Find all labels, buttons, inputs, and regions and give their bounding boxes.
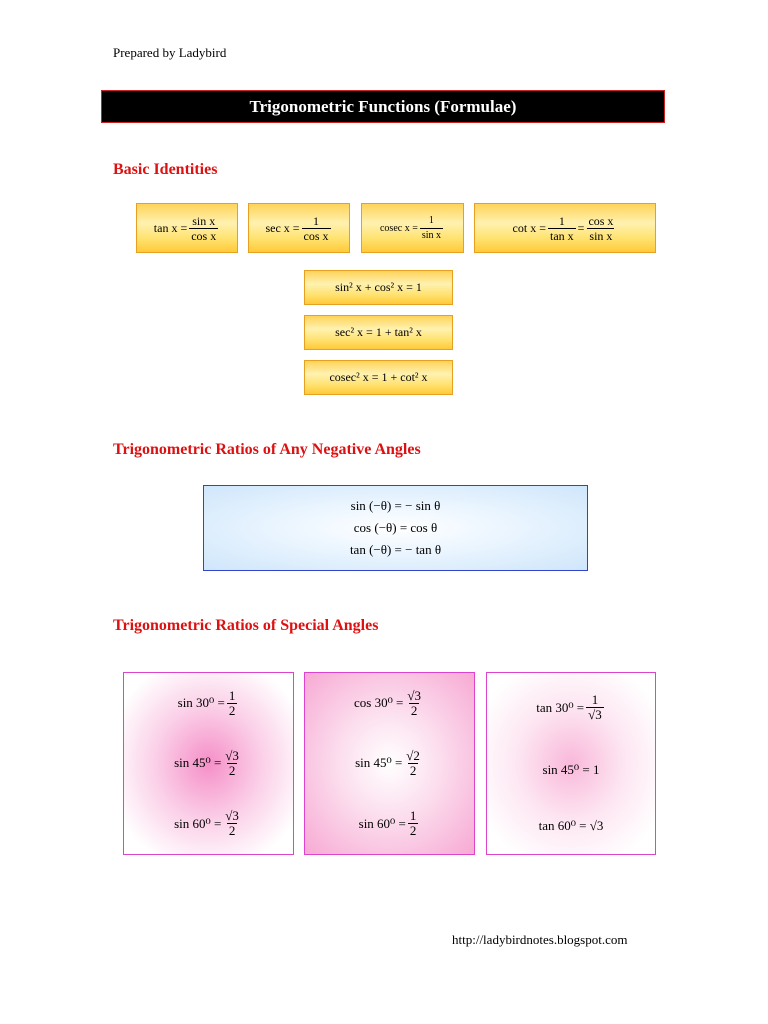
formula-sec xyxy=(248,203,350,253)
special-sin60 xyxy=(174,809,243,838)
formula-cot-equals: = xyxy=(577,220,585,235)
formula-cot-num2: cos x xyxy=(588,213,614,228)
page-title xyxy=(101,90,665,123)
negative-cos: cos (−θ) = cos θ xyxy=(353,520,438,535)
special-cos45-den: 2 xyxy=(409,762,417,778)
special-sin30-lhs: sin 30⁰ = xyxy=(177,695,225,711)
formula-sec-fraction xyxy=(302,214,331,243)
formula-cot-fraction-1 xyxy=(548,214,576,243)
special-sin60-num: √3 xyxy=(225,808,239,824)
formula-cot-den2: sin x xyxy=(589,228,613,243)
special-sin30 xyxy=(178,689,240,718)
special-cos45-lhs: sin 45⁰ = xyxy=(355,755,403,771)
special-cos45 xyxy=(355,749,424,778)
special-cos30-den: 2 xyxy=(410,702,418,718)
special-tan30 xyxy=(536,693,606,722)
formula-pythagorean-1-text: sin² x + cos² x = 1 xyxy=(335,280,422,294)
formula-cot xyxy=(474,203,656,253)
special-tan30-den: √3 xyxy=(588,707,602,722)
formula-pythagorean-2-text: sec² x = 1 + tan² x xyxy=(335,325,422,339)
formula-cot-num1: 1 xyxy=(558,213,565,228)
special-cos30-fraction xyxy=(405,689,423,718)
formula-pythagorean-3 xyxy=(304,360,453,395)
special-tan30-fraction xyxy=(586,693,604,722)
special-sin60-den: 2 xyxy=(228,823,236,839)
special-cos60-den: 2 xyxy=(409,823,417,839)
section-basic-identities: Basic Identities xyxy=(113,161,218,178)
special-cos-box xyxy=(304,672,475,855)
formula-cosec-lhs: cosec x = xyxy=(379,222,418,234)
section-negative-angles: Trigonometric Ratios of Any Negative Angles xyxy=(113,441,421,458)
page-title-text: Trigonometric Functions (Formulae) xyxy=(249,96,517,116)
formula-tan-lhs: tan x = xyxy=(153,220,188,235)
formula-cosec-den: sin x xyxy=(421,229,442,241)
formula-tan-num: sin x xyxy=(192,213,216,228)
formula-pythagorean-3-text: cosec² x = 1 + cot² x xyxy=(329,370,428,384)
special-tan-box xyxy=(486,672,656,855)
formula-cot-den1: tan x xyxy=(549,228,574,243)
special-sin60-fraction xyxy=(223,809,241,838)
special-sin45 xyxy=(174,749,243,778)
special-cos45-num: √2 xyxy=(406,747,420,763)
special-cos30-lhs: cos 30⁰ = xyxy=(353,695,404,711)
formula-tan xyxy=(136,203,238,253)
special-cos60-num: 1 xyxy=(409,808,417,824)
section-special-angles: Trigonometric Ratios of Special Angles xyxy=(113,617,379,634)
special-cos30 xyxy=(354,689,425,718)
special-tan30-num: 1 xyxy=(591,692,599,707)
formula-tan-fraction xyxy=(189,214,218,243)
negative-sin: sin (−θ) = − sin θ xyxy=(350,498,441,513)
formula-cosec xyxy=(361,203,464,253)
special-tan30-lhs: tan 30⁰ = xyxy=(536,699,585,715)
formula-sec-lhs: sec x = xyxy=(265,220,300,235)
negative-tan: tan (−θ) = − tan θ xyxy=(349,542,442,557)
formula-cot-lhs: cot x = xyxy=(512,220,546,235)
special-cos45-fraction xyxy=(404,749,422,778)
special-sin45-den: 2 xyxy=(228,762,236,778)
special-cos60 xyxy=(359,809,421,838)
special-tan45: sin 45⁰ = 1 xyxy=(542,762,600,777)
formula-pythagorean-2 xyxy=(304,315,453,350)
formula-sec-den: cos x xyxy=(303,228,329,243)
special-tan60: tan 60⁰ = √3 xyxy=(538,818,604,833)
special-sin30-num: 1 xyxy=(228,687,236,703)
special-cos60-fraction xyxy=(408,809,419,838)
special-sin30-den: 2 xyxy=(228,702,236,718)
formula-sec-num: 1 xyxy=(313,213,320,228)
special-sin45-fraction xyxy=(223,749,241,778)
special-sin30-fraction xyxy=(227,689,238,718)
formula-cosec-fraction xyxy=(420,214,443,243)
formula-pythagorean-1 xyxy=(304,270,453,305)
special-sin60-lhs: sin 60⁰ = xyxy=(174,815,222,831)
special-sin45-num: √3 xyxy=(225,747,239,763)
formula-tan-den: cos x xyxy=(191,228,217,243)
negative-angles-box xyxy=(203,485,588,571)
special-sin-box xyxy=(123,672,294,855)
special-sin45-lhs: sin 45⁰ = xyxy=(174,755,222,771)
footer-url[interactable]: http://ladybirdnotes.blogspot.com xyxy=(452,932,628,947)
special-cos60-lhs: sin 60⁰ = xyxy=(358,815,406,831)
special-cos30-num: √3 xyxy=(407,687,421,703)
formula-cot-fraction-2 xyxy=(586,214,615,243)
prepared-by: Prepared by Ladybird xyxy=(113,45,227,60)
formula-cosec-num: 1 xyxy=(428,214,434,226)
